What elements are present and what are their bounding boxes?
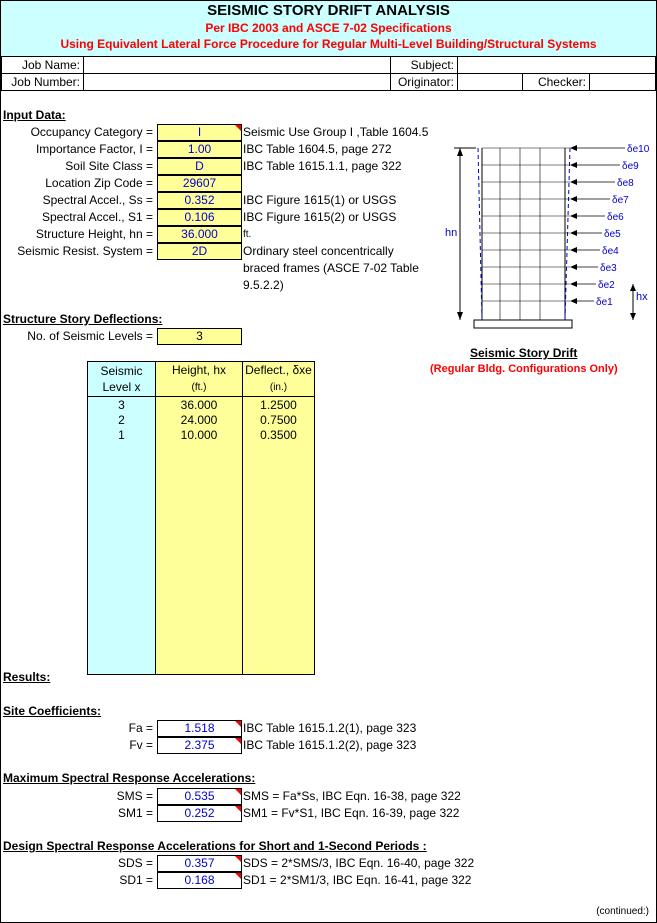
table-row-empty [88,597,315,612]
deflect-cell[interactable]: 0.3500 [243,428,315,443]
diagram-title: Seismic Story Drift [470,346,578,360]
sd1-label: SD1 = [119,873,153,887]
levels-table [87,361,315,675]
deflect-cell[interactable] [243,505,315,520]
table-row-empty [88,582,315,597]
deflect-cell[interactable]: 1.2500 [243,397,315,413]
delta-label: δe8 [617,178,634,189]
hn-label: hn [445,227,458,239]
hx-label: hx [636,291,648,303]
table-row-empty [88,566,315,581]
results-heading: Results: [3,670,51,684]
deflect-cell[interactable] [243,612,315,627]
level-cell[interactable] [88,551,156,566]
sds-value: 0.357 [184,856,215,870]
continued-note: (continued:) [596,906,649,917]
height-cell[interactable]: 24.000 [156,412,243,427]
height-cell[interactable] [156,643,243,658]
level-cell[interactable] [88,582,156,597]
height-cell[interactable] [156,459,243,474]
col-height-line1: Height, hx [171,363,227,377]
sm1-value: 0.252 [184,806,215,820]
sd1-value: 0.168 [184,873,215,887]
table-row-empty [88,520,315,535]
delta-label: δe4 [602,246,619,257]
system-note-2: braced frames (ASCE 7-02 Table [243,261,419,275]
s1-input[interactable] [157,209,242,226]
delta-label: δe10 [627,144,650,155]
level-cell[interactable]: 1 [88,428,156,443]
table-row-empty [88,474,315,489]
s1-note: IBC Figure 1615(2) or USGS [243,210,397,224]
deflect-cell[interactable] [243,582,315,597]
importance-note: IBC Table 1604.5, page 272 [243,142,392,156]
level-cell[interactable] [88,505,156,520]
height-cell[interactable] [156,520,243,535]
s1-value: 0.106 [184,210,215,224]
importance-input[interactable] [157,141,242,158]
col-height-line2: (ft.) [191,382,207,393]
originator-label: Originator: [391,74,458,91]
deflect-cell[interactable] [243,474,315,489]
height-cell[interactable] [156,659,243,675]
sms-value: 0.535 [184,789,215,803]
deflect-cell[interactable] [243,536,315,551]
height-cell[interactable] [156,566,243,581]
table-row-empty [88,459,315,474]
height-cell[interactable] [156,597,243,612]
ss-note: IBC Figure 1615(1) or USGS [243,193,397,207]
height-cell[interactable]: 10.000 [156,428,243,443]
fa-note: IBC Table 1615.1.2(1), page 323 [243,721,417,735]
levels-input[interactable] [157,328,242,345]
fv-note: IBC Table 1615.1.2(2), page 323 [243,738,417,752]
height-cell[interactable] [156,536,243,551]
subject-field[interactable] [458,57,656,74]
system-label: Seismic Resist. System = [17,244,153,258]
sd1-note: SD1 = 2*SM1/3, IBC Eqn. 16-41, page 322 [243,873,472,887]
table-row-empty [88,489,315,504]
level-cell[interactable] [88,474,156,489]
soil-input[interactable] [157,158,242,175]
fa-label: Fa = [128,721,153,735]
deflections-heading: Structure Story Deflections: [3,312,163,326]
checker-field[interactable] [590,74,656,91]
page-title: SEISMIC STORY DRIFT ANALYSIS [207,2,450,19]
levels-value: 3 [196,329,203,343]
height-cell[interactable] [156,474,243,489]
max-spectral-heading: Maximum Spectral Response Accelerations: [3,771,256,785]
importance-label: Importance Factor, I = [35,142,153,156]
height-cell[interactable] [156,489,243,504]
deflect-cell[interactable] [243,597,315,612]
level-cell[interactable]: 2 [88,412,156,427]
height-cell[interactable] [156,505,243,520]
soil-value: D [195,159,204,173]
col-deflect-line1: Deflect., δxe [245,363,312,377]
level-cell[interactable] [88,443,156,458]
table-row [88,428,315,443]
delta-label: δe2 [598,280,615,291]
level-cell[interactable] [88,643,156,658]
zip-label: Location Zip Code = [45,176,153,190]
deflect-cell[interactable] [243,643,315,658]
sms-note: SMS = Fa*Ss, IBC Eqn. 16-38, page 322 [243,789,461,803]
delta-label: δe3 [600,263,617,274]
ss-value: 0.352 [184,193,215,207]
table-row-empty [88,551,315,566]
col-level-header [88,362,156,397]
sds-label: SDS = [117,856,153,870]
level-cell[interactable] [88,628,156,643]
level-cell[interactable]: 3 [88,397,156,413]
sds-note: SDS = 2*SMS/3, IBC Eqn. 16-40, page 322 [243,856,475,870]
system-value: 2D [191,244,208,258]
level-cell[interactable] [88,520,156,535]
level-cell[interactable] [88,459,156,474]
ss-label: Spectral Accel., Ss = [42,193,153,207]
delta-label: δe9 [622,161,639,172]
deflect-cell[interactable] [243,628,315,643]
header-banner [1,1,656,56]
s1-label: Spectral Accel., S1 = [41,210,153,224]
level-cell[interactable] [88,659,156,675]
fv-output [157,737,242,754]
deflect-cell[interactable] [243,551,315,566]
deflect-cell[interactable] [243,659,315,675]
zip-input[interactable] [157,175,242,192]
sm1-note: SM1 = Fv*S1, IBC Eqn. 16-39, page 322 [243,806,460,820]
design-spectral-heading: Design Spectral Response Accelerations for Short and 1-Second Periods : [3,839,427,853]
table-row [88,412,315,427]
col-height-header [156,362,243,397]
table-row-empty [88,643,315,658]
job-number-label: Job Number: [2,74,84,91]
level-cell[interactable] [88,536,156,551]
occupancy-label: Occupancy Category = [30,125,153,139]
diagram-subtitle: (Regular Bldg. Configurations Only) [430,363,618,375]
fa-value: 1.518 [184,721,215,735]
fv-value: 2.375 [184,738,215,752]
sms-label: SMS = [116,789,153,803]
table-row-empty [88,628,315,643]
col-deflect-header [243,362,315,397]
deflect-cell[interactable] [243,443,315,458]
levels-label: No. of Seismic Levels = [27,329,153,343]
zip-value: 29607 [182,176,217,190]
soil-note: IBC Table 1615.1.1, page 322 [243,159,402,173]
job-info-table [1,56,656,91]
height-cell[interactable] [156,582,243,597]
input-data-heading: Input Data: [3,108,66,122]
height-value: 36.000 [181,227,218,241]
job-number-field[interactable] [84,74,391,91]
deflect-cell[interactable] [243,459,315,474]
height-cell[interactable] [156,551,243,566]
fa-output [157,720,242,737]
col-level-line2: Level x [102,380,141,394]
table-row-empty [88,612,315,627]
table-row-empty [88,505,315,520]
delta-label: δe6 [607,212,624,223]
occupancy-input[interactable] [157,124,242,141]
deflect-cell[interactable]: 0.7500 [243,412,315,427]
col-level-line1: Seismic [100,364,143,378]
sms-output [157,788,242,805]
page-subtitle-1: Per IBC 2003 and ASCE 7-02 Specifications [205,21,452,35]
subject-label: Subject: [391,57,458,74]
level-cell[interactable] [88,612,156,627]
story-drift-diagram [440,138,655,334]
height-note: ft. [243,229,252,240]
system-note-1: Ordinary steel concentrically [243,244,394,258]
soil-label: Soil Site Class = [65,159,153,173]
height-cell[interactable] [156,628,243,643]
ss-input[interactable] [157,192,242,209]
delta-label: δe7 [612,195,629,206]
delta-label: δe1 [596,297,613,308]
height-cell[interactable] [156,443,243,458]
level-cell[interactable] [88,566,156,581]
system-note-3: 9.5.2.2) [243,278,284,292]
levels-table-header [88,362,315,397]
table-row [88,397,315,413]
deflect-cell[interactable] [243,489,315,504]
table-row-empty [88,443,315,458]
height-label: Structure Height, hn = [35,227,153,241]
delta-label: δe5 [604,229,621,240]
originator-field[interactable] [458,74,523,91]
occupancy-value: I [197,125,202,139]
table-row-empty [88,536,315,551]
height-input[interactable] [157,226,242,243]
deflect-cell[interactable] [243,566,315,581]
sm1-label: SM1 = [117,806,153,820]
sd1-output [157,872,242,889]
col-deflect-line2: (in.) [269,382,288,393]
height-cell[interactable]: 36.000 [156,397,243,413]
table-row-empty [88,659,315,675]
fv-label: Fv = [129,738,153,752]
importance-value: 1.00 [187,142,212,156]
system-input[interactable] [157,243,242,260]
sm1-output [157,805,242,822]
occupancy-note: Seismic Use Group I ,Table 1604.5 [243,125,429,139]
level-cell[interactable] [88,597,156,612]
job-name-label: Job Name: [2,57,84,74]
sds-output [157,855,242,872]
height-cell[interactable] [156,612,243,627]
job-name-field[interactable] [84,57,391,74]
level-cell[interactable] [88,489,156,504]
site-coefficients-heading: Site Coefficients: [3,704,102,718]
page-subtitle-2: Using Equivalent Lateral Force Procedure for Regular Multi-Level Building/Structural Systems [60,37,597,51]
deflect-cell[interactable] [243,520,315,535]
checker-label: Checker: [523,74,590,91]
